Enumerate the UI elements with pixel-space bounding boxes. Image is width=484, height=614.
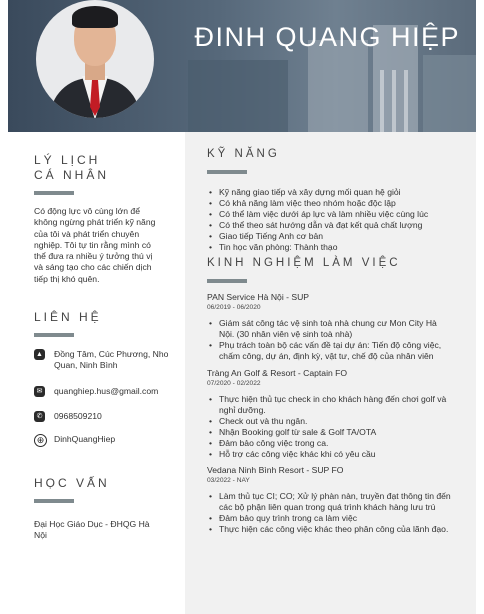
background-building — [188, 60, 288, 132]
duty-item: • Đảm bảo quy trình trong ca làm việc — [207, 513, 452, 524]
web-text[interactable]: DinhQuangHiep — [54, 434, 116, 445]
duty-item: • Hỗ trợ các công việc khác khi có yêu cầu — [207, 449, 452, 460]
profile-title: LÝ LỊCH — [34, 153, 101, 167]
job-company: PAN Service Hà Nội - SUP — [207, 292, 310, 302]
left-column — [8, 132, 185, 614]
background-stripe — [380, 70, 384, 132]
job-duties — [207, 491, 452, 535]
job-entry — [207, 465, 476, 535]
skill-item: • Kỹ năng giao tiếp và xây dựng mối quan hệ giỏi — [207, 187, 447, 198]
address-text: Đồng Tâm, Cúc Phương, Nho Quan, Ninh Bình — [54, 349, 169, 371]
duty-item: • Phụ trách toàn bộ các vấn đề tại dự án: Tiến độ công việc, chấm công, dự án, định kỳ, vật tư, chế độ của nhân viên — [207, 340, 452, 362]
duty-item: • Thực hiện các công việc khác theo phân công của lãnh đạo. — [207, 524, 452, 535]
duty-item: • Check out và thu ngân. — [207, 416, 452, 427]
job-entry — [207, 368, 476, 460]
avatar — [36, 0, 154, 118]
duty-item: • Đảm bảo công việc trong ca. — [207, 438, 452, 449]
skill-item: • Giao tiếp Tiếng Anh cơ bản — [207, 231, 447, 242]
education-school: Đại Học Giáo Dục - ĐHQG Hà Nội — [34, 518, 150, 540]
job-entry — [207, 292, 476, 362]
contact-web[interactable] — [34, 434, 185, 445]
section-divider — [207, 279, 247, 283]
cv-page — [8, 0, 476, 614]
phone-icon: ✆ — [34, 411, 45, 422]
experience-section — [207, 256, 476, 535]
skill-item: • Tin học văn phòng: Thành thạo — [207, 242, 447, 253]
job-date: 06/2019 - 06/2020 — [207, 304, 261, 311]
job-duties — [207, 318, 452, 362]
contact-section — [34, 310, 185, 445]
header-banner — [8, 0, 476, 132]
job-date: 07/2020 - 02/2022 — [207, 380, 261, 387]
education-section — [34, 476, 185, 542]
globe-icon: ⊕ — [34, 434, 47, 447]
job-date: 03/2022 - NAY — [207, 477, 250, 484]
section-divider — [34, 191, 74, 195]
section-divider — [34, 333, 74, 337]
skill-item: • Có thể làm việc dưới áp lực và làm nhiều việc cùng lúc — [207, 209, 447, 220]
skill-item: • Có thể theo sát hướng dẫn và đạt kết quả chất lượng — [207, 220, 447, 231]
background-stripe — [404, 70, 408, 132]
education-title: HỌC VẤN — [34, 475, 110, 490]
profile-section — [34, 153, 185, 285]
background-building — [308, 40, 368, 132]
profile-text: Có động lực vô cùng lớn để không ngừng phát triển kỹ năng của tôi và phát triển chuyên nghiệp. Tôi tự tin rằng mình có thể đưa ra nhiều ý tưởng thú vị và sáng tạo cho các chiến dịch tiếp thị khó quên. — [34, 206, 156, 284]
right-column — [185, 132, 476, 614]
job-duties — [207, 394, 452, 460]
email-text[interactable]: quanghiep.hus@gmail.com — [54, 385, 159, 396]
skills-list — [207, 187, 447, 253]
section-divider — [34, 499, 74, 503]
experience-title: KINH NGHIỆM LÀM VIỆC — [207, 257, 401, 269]
skill-item: • Có khả năng làm việc theo nhóm hoặc độc lập — [207, 198, 447, 209]
contact-address — [34, 349, 174, 372]
section-divider — [207, 170, 247, 174]
contact-phone[interactable] — [34, 411, 185, 422]
profile-title: CÁ NHÂN — [34, 168, 110, 182]
duty-item: • Thực hiện thủ tục check in cho khách hàng đến chơi golf và nghỉ dưỡng. — [207, 394, 452, 416]
skills-section — [207, 147, 476, 253]
email-icon: ✉ — [34, 386, 45, 397]
phone-text[interactable]: 0968509210 — [54, 410, 102, 421]
contact-email[interactable] — [34, 386, 185, 397]
background-stripe — [392, 70, 396, 132]
job-company: Tràng An Golf & Resort - Captain FO — [207, 368, 348, 378]
duty-item: • Giám sát công tác vệ sinh toà nhà chung cư Mon City Hà Nội. (30 nhân viên vệ sinh toà nhà) — [207, 318, 452, 340]
duty-item: • Nhận Booking golf từ sale & Golf TA/OTA — [207, 427, 452, 438]
background-building — [423, 55, 476, 132]
skills-title: KỸ NĂNG — [207, 148, 280, 160]
location-icon: ▲ — [34, 349, 45, 360]
contact-title: LIÊN HỆ — [34, 310, 102, 325]
duty-item: • Làm thủ tục CI; CO; Xử lý phàn nàn, truyền đạt thông tin đến các bộ phận liên quan trong quá trình khách hàng lưu trú — [207, 491, 452, 513]
job-company: Vedana Ninh Bình Resort - SUP FO — [207, 465, 344, 475]
person-name: ĐINH QUANG HIỆP — [194, 22, 460, 52]
